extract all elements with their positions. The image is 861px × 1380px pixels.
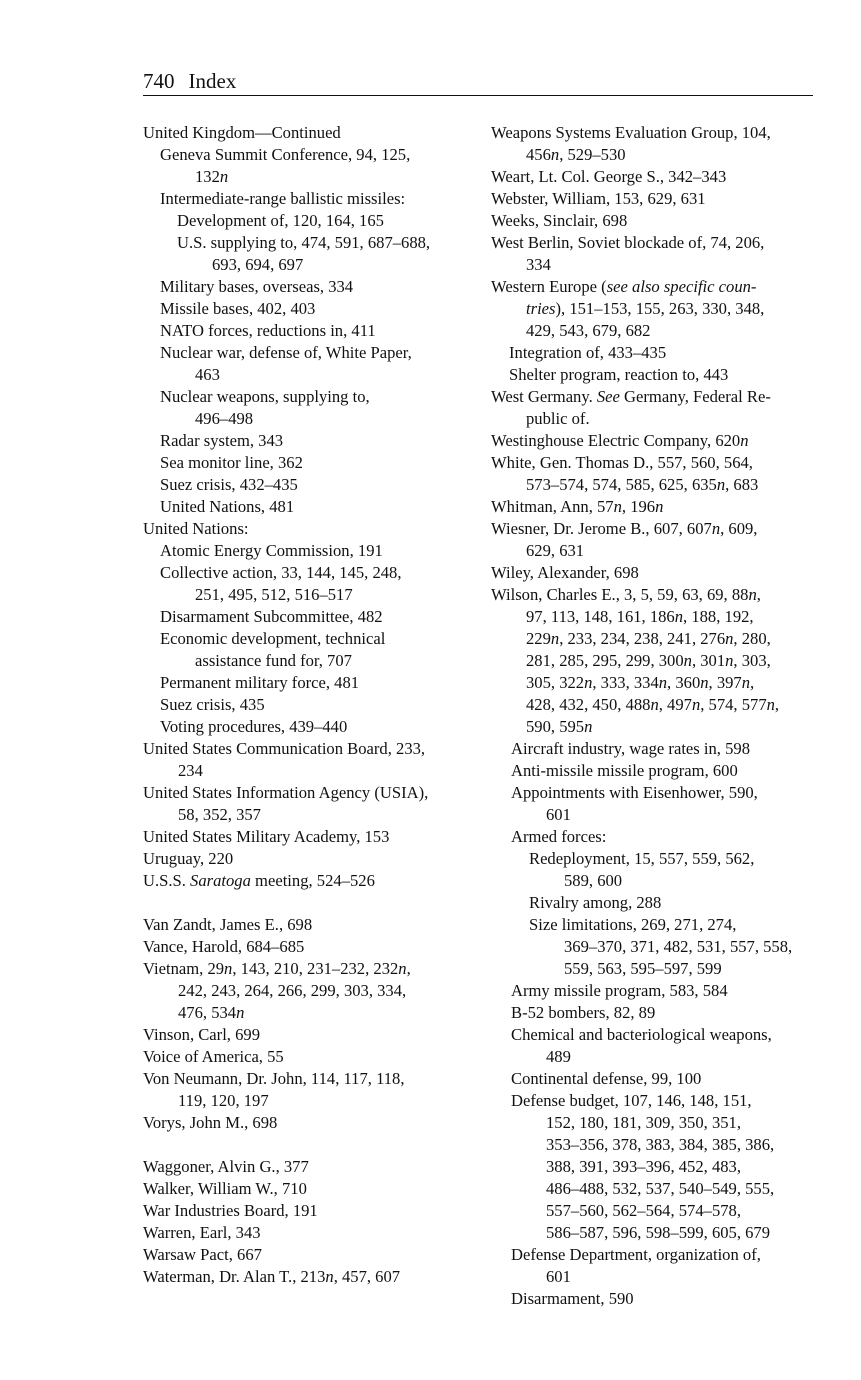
index-line: 589, 600 [564, 871, 623, 890]
index-line: 428, 432, 450, 488n, 497n, 574, 577n, [526, 695, 780, 714]
index-line: Wiley, Alexander, 698 [491, 563, 639, 582]
index-line: 353–356, 378, 383, 384, 385, 386, [546, 1135, 775, 1154]
index-line: Nuclear war, defense of, White Paper, [160, 343, 412, 362]
index-line: Defense budget, 107, 146, 148, 151, [511, 1091, 752, 1110]
index-line: Vance, Harold, 684–685 [143, 937, 305, 956]
index-line: Vinson, Carl, 699 [143, 1025, 260, 1044]
index-line: Economic development, technical [160, 629, 386, 648]
index-line: 557–560, 562–564, 574–578, [546, 1201, 741, 1220]
index-line: 97, 113, 148, 161, 186n, 188, 192, [526, 607, 754, 626]
index-line: Von Neumann, Dr. John, 114, 117, 118, [143, 1069, 405, 1088]
index-line: West Germany. See Germany, Federal Re- [491, 387, 771, 406]
index-line: Geneva Summit Conference, 94, 125, [160, 145, 411, 164]
index-line: 234 [178, 761, 203, 780]
index-line: White, Gen. Thomas D., 557, 560, 564, [491, 453, 753, 472]
index-line: Aircraft industry, wage rates in, 598 [511, 739, 750, 758]
index-line: Warsaw Pact, 667 [143, 1245, 262, 1264]
index-line: 58, 352, 357 [178, 805, 261, 824]
index-line: Integration of, 433–435 [509, 343, 667, 362]
index-line: Chemical and bacteriological weapons, [511, 1025, 772, 1044]
index-line: 486–488, 532, 537, 540–549, 555, [546, 1179, 775, 1198]
index-line: Westinghouse Electric Company, 620n [491, 431, 749, 450]
index-line: 629, 631 [526, 541, 585, 560]
index-line: Walker, William W., 710 [143, 1179, 307, 1198]
index-line: Wiesner, Dr. Jerome B., 607, 607n, 609, [491, 519, 758, 538]
index-line: 242, 243, 264, 266, 299, 303, 334, [178, 981, 407, 1000]
index-column-right [491, 122, 821, 1310]
index-line: United States Military Academy, 153 [143, 827, 390, 846]
index-column-left [143, 122, 473, 1288]
index-line: Voting procedures, 439–440 [160, 717, 348, 736]
index-line: 489 [546, 1047, 571, 1066]
index-line: Disarmament Subcommittee, 482 [160, 607, 383, 626]
index-line: 456n, 529–530 [526, 145, 626, 164]
index-line: Voice of America, 55 [143, 1047, 284, 1066]
index-line: Weapons Systems Evaluation Group, 104, [491, 123, 771, 142]
index-line: Redeployment, 15, 557, 559, 562, [529, 849, 755, 868]
index-line: Suez crisis, 432–435 [160, 475, 298, 494]
index-line: 132n [195, 167, 229, 186]
index-line: Disarmament, 590 [511, 1289, 634, 1308]
index-line: Military bases, overseas, 334 [160, 277, 354, 296]
index-line: 305, 322n, 333, 334n, 360n, 397n, [526, 673, 755, 692]
index-line: 586–587, 596, 598–599, 605, 679 [546, 1223, 771, 1242]
index-line: 601 [546, 1267, 571, 1286]
index-line: Waggoner, Alvin G., 377 [143, 1157, 309, 1176]
index-line: Warren, Earl, 343 [143, 1223, 261, 1242]
index-line: Vietnam, 29n, 143, 210, 231–232, 232n, [143, 959, 411, 978]
index-line: Permanent military force, 481 [160, 673, 360, 692]
index-line: Anti-missile missile program, 600 [511, 761, 738, 780]
index-line: Atomic Energy Commission, 191 [160, 541, 383, 560]
index-line: United Nations: [143, 519, 249, 538]
index-line: Wilson, Charles E., 3, 5, 59, 63, 69, 88n, [491, 585, 761, 604]
index-line: 152, 180, 181, 309, 350, 351, [546, 1113, 741, 1132]
index-line: Uruguay, 220 [143, 849, 234, 868]
index-line: Nuclear weapons, supplying to, [160, 387, 370, 406]
index-line: Continental defense, 99, 100 [511, 1069, 702, 1088]
index-line: NATO forces, reductions in, 411 [160, 321, 376, 340]
index-line: Size limitations, 269, 271, 274, [529, 915, 737, 934]
index-line: Armed forces: [511, 827, 607, 846]
index-line: tries), 151–153, 155, 263, 330, 348, [526, 299, 765, 318]
index-line: 369–370, 371, 482, 531, 557, 558, [564, 937, 793, 956]
index-line: 693, 694, 697 [212, 255, 304, 274]
index-line: 476, 534n [178, 1003, 245, 1022]
index-line: 590, 595n [526, 717, 593, 736]
index-line: Rivalry among, 288 [529, 893, 662, 912]
index-gap [143, 1134, 473, 1156]
index-line: assistance fund for, 707 [195, 651, 352, 670]
page-header [143, 68, 813, 96]
index-line: United States Information Agency (USIA), [143, 783, 429, 802]
index-line: 334 [526, 255, 551, 274]
index-line: United Kingdom—Continued [143, 123, 341, 142]
index-gap [143, 892, 473, 914]
index-line: Sea monitor line, 362 [160, 453, 303, 472]
index-line: Intermediate-range ballistic missiles: [160, 189, 406, 208]
index-line: B-52 bombers, 82, 89 [511, 1003, 656, 1022]
index-line: 559, 563, 595–597, 599 [564, 959, 722, 978]
index-line: West Berlin, Soviet blockade of, 74, 206, [491, 233, 765, 252]
index-line: Defense Department, organization of, [511, 1245, 761, 1264]
index-line: Vorys, John M., 698 [143, 1113, 278, 1132]
index-line: U.S.S. Saratoga meeting, 524–526 [143, 871, 375, 890]
index-line: Van Zandt, James E., 698 [143, 915, 313, 934]
index-line: 251, 495, 512, 516–517 [195, 585, 353, 604]
index-line: 281, 285, 295, 299, 300n, 301n, 303, [526, 651, 771, 670]
index-line: 573–574, 574, 585, 625, 635n, 683 [526, 475, 759, 494]
index-line: 496–498 [195, 409, 254, 428]
index-line: 119, 120, 197 [178, 1091, 269, 1110]
index-line: 229n, 233, 234, 238, 241, 276n, 280, [526, 629, 771, 648]
index-line: Webster, William, 153, 629, 631 [491, 189, 706, 208]
index-line: Weart, Lt. Col. George S., 342–343 [491, 167, 727, 186]
page-number: 740 [143, 69, 175, 93]
index-line: Shelter program, reaction to, 443 [509, 365, 729, 384]
index-line: Army missile program, 583, 584 [511, 981, 728, 1000]
index-line: Suez crisis, 435 [160, 695, 265, 714]
index-line: Waterman, Dr. Alan T., 213n, 457, 607 [143, 1267, 401, 1286]
index-line: public of. [526, 409, 590, 428]
index-line: War Industries Board, 191 [143, 1201, 318, 1220]
index-line: Radar system, 343 [160, 431, 284, 450]
index-line: 388, 391, 393–396, 452, 483, [546, 1157, 741, 1176]
index-line: United States Communication Board, 233, [143, 739, 426, 758]
index-line: Missile bases, 402, 403 [160, 299, 316, 318]
index-line: Weeks, Sinclair, 698 [491, 211, 628, 230]
index-line: 463 [195, 365, 220, 384]
index-line: Development of, 120, 164, 165 [177, 211, 384, 230]
index-line: Appointments with Eisenhower, 590, [511, 783, 758, 802]
page-title: Index [188, 69, 237, 93]
index-line: United Nations, 481 [160, 497, 295, 516]
index-line: U.S. supplying to, 474, 591, 687–688, [177, 233, 431, 252]
index-line: Western Europe (see also specific coun- [491, 277, 757, 296]
index-line: 601 [546, 805, 571, 824]
index-line: 429, 543, 679, 682 [526, 321, 651, 340]
index-line: Whitman, Ann, 57n, 196n [491, 497, 664, 516]
index-line: Collective action, 33, 144, 145, 248, [160, 563, 402, 582]
